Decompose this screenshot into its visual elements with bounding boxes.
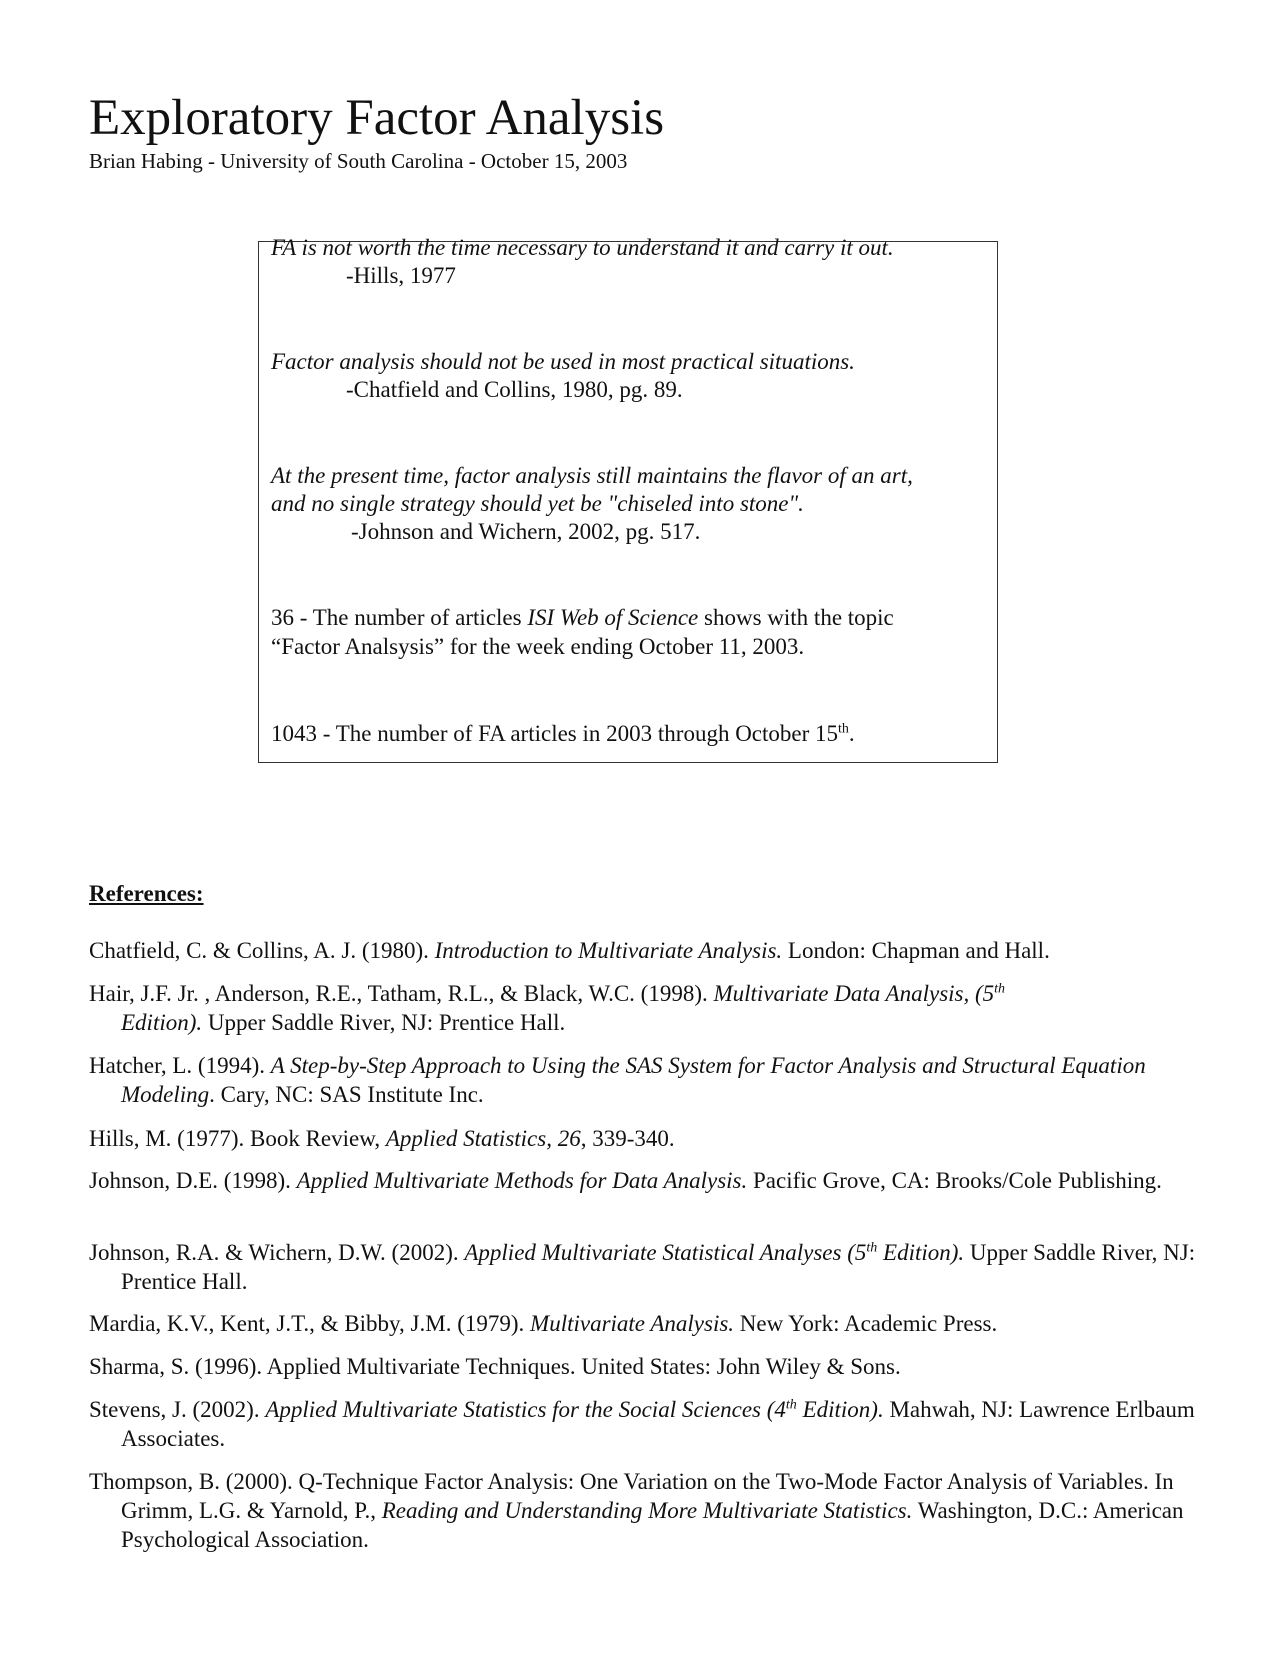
reference-item: Johnson, R.A. & Wichern, D.W. (2002). Applied Multivariate Statistical Analyses (5th Edition). Upper Saddle River, NJ: Prentice Hall. (89, 1240, 1196, 1294)
byline: Brian Habing - University of South Carolina - October 15, 2003 (89, 149, 628, 173)
reference-item: Hatcher, L. (1994). A Step-by-Step Approach to Using the SAS System for Factor Analysis and Structural Equation Modeling. Cary, NC: SAS Institute Inc. (89, 1053, 1146, 1107)
reference-item: Stevens, J. (2002). Applied Multivariate Statistics for the Social Sciences (4th Edition). Mahwah, NJ: Lawrence Erlbaum Associates. (89, 1397, 1195, 1451)
quote-box (258, 235, 998, 763)
quote-johnson-line2: and no single strategy should yet be "chiseled into stone". (271, 491, 804, 516)
stat-fa-articles: 1043 - The number of FA articles in 2003 through October 15th. (271, 721, 855, 746)
stat-isi-line1: 36 - The number of articles ISI Web of Science shows with the topic (271, 605, 894, 630)
quote-johnson-attribution: -Johnson and Wichern, 2002, pg. 517. (351, 519, 701, 544)
page-title: Exploratory Factor Analysis (89, 90, 665, 146)
quote-chatfield-attribution: -Chatfield and Collins, 1980, pg. 89. (346, 377, 683, 402)
reference-item: Mardia, K.V., Kent, J.T., & Bibby, J.M. (1979). Multivariate Analysis. New York: Academic Press. (89, 1311, 998, 1336)
quote-chatfield-text: Factor analysis should not be used in most practical situations. (271, 349, 855, 374)
quote-johnson-line1: At the present time, factor analysis still maintains the flavor of an art, (271, 463, 913, 488)
reference-item: Hills, M. (1977). Book Review, Applied Statistics, 26, 339-340. (89, 1126, 675, 1151)
reference-item: Johnson, D.E. (1998). Applied Multivariate Methods for Data Analysis. Pacific Grove, CA: Brooks/Cole Publishing. (89, 1168, 1162, 1193)
reference-item: Chatfield, C. & Collins, A. J. (1980). Introduction to Multivariate Analysis. London: Chapman and Hall. (89, 938, 1050, 963)
reference-item: Hair, J.F. Jr. , Anderson, R.E., Tatham, R.L., & Black, W.C. (1998). Multivariate Data Analysis, (5th Edition). Upper Saddle River, NJ: Prentice Hall. (89, 981, 1006, 1035)
quote-hills-attribution: -Hills, 1977 (346, 263, 456, 288)
stat-isi-line2: “Factor Analsysis” for the week ending October 11, 2003. (271, 634, 805, 659)
reference-item: Thompson, B. (2000). Q-Technique Factor Analysis: One Variation on the Two-Mode Factor Analysis of Variables. In Grimm, L.G. & Yarnold, P., Reading and Understanding More Multivariate Statistics. Washington, D.C.: American Psychological Association. (89, 1469, 1184, 1552)
references-heading: References: (89, 881, 204, 906)
reference-item: Sharma, S. (1996). Applied Multivariate Techniques. United States: John Wiley & Sons. (89, 1354, 901, 1379)
quote-hills-text: FA is not worth the time necessary to understand it and carry it out. (271, 235, 894, 260)
